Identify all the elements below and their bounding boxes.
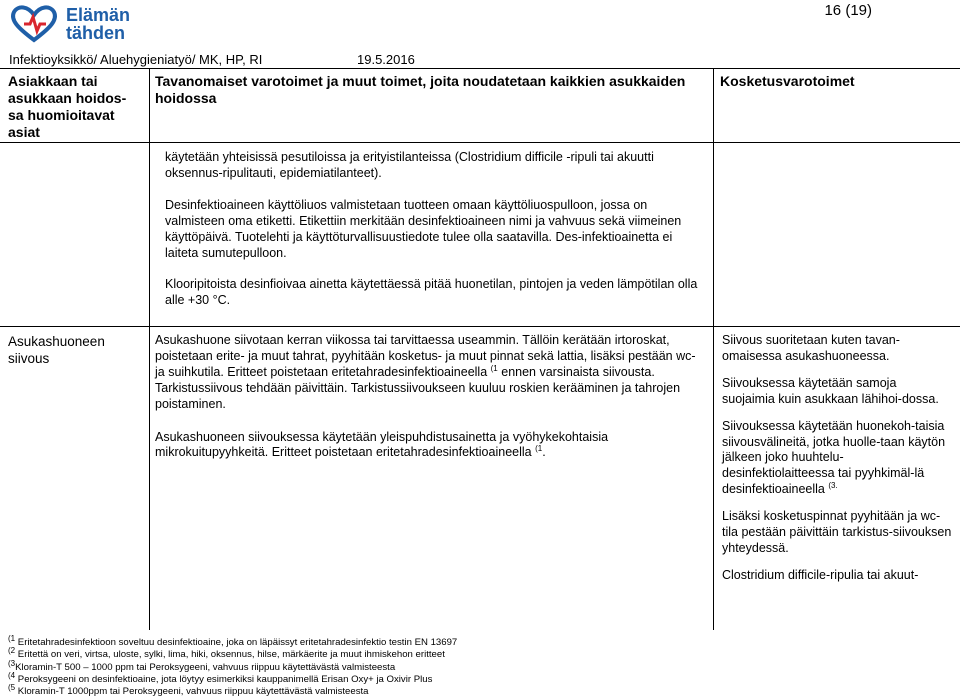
column-header-standard-precautions: Tavanomaiset varotoimet ja muut toimet, joita noudatetaan kaikkien asukkaiden hoidossa <box>155 73 686 106</box>
footnote-5-text: Kloramin-T 1000ppm tai Peroksygeeni, vahvuus riippuu käytettävästä valmisteesta <box>17 686 369 698</box>
contact-paragraph-5: Clostridium difficile-ripulia tai akuut- <box>722 567 919 582</box>
footnote-4 <box>8 670 728 686</box>
footnote-2 <box>8 646 728 661</box>
footnote-ref-1: (1 <box>490 363 498 373</box>
footnote-1-text: Eritetahradesinfektioon soveltuu desinfektioaine, joka on läpäissyt eritetahradesinfektio testin EN 13697 <box>17 637 458 648</box>
contact-paragraph-2: Siivouksessa käytetään samoja suojaimia kuin asukkaan lähihoi-dossa. <box>722 375 939 406</box>
footnote-3-mark: (3 <box>8 658 16 668</box>
row2-p2-text: Asukashuoneen siivouksessa käytetään yleispuhdistusainetta ja vyöhykekohtaisia mikrokuitupyyhkeitä. Eritteet poistetaan eritetahradesinfektioaineella <box>155 429 609 460</box>
row2-standard-content <box>155 333 707 461</box>
header-bottom-border <box>0 142 960 143</box>
footnote-2-text: Eritettä on veri, virtsa, uloste, sylki, lima, hiki, oksennus, hilse, märkäerite ja muut ihmiskehon eritteet <box>17 649 445 661</box>
row1-paragraph-1: käytetään yhteisissä pesutiloissa ja erityistilanteissa (Clostridium difficile -ripuli tai akuutti oksennus-ripulitauti, epidemiatilanteet). <box>165 150 654 180</box>
row2-p1-text: Asukashuone siivotaan kerran viikossa tai tarvittaessa useammin. Tällöin kerätään irtoroskat, poistetaan erite- ja muut tahrat, pyyhitään kosketus- ja muut pinnat sekä lattia, lisäksi pestään wc- ja suihkutila. Eritteet poistetaan eritetahradesinfektioaineella <box>155 333 696 379</box>
row1-content <box>165 150 705 321</box>
footnote-5 <box>8 683 728 698</box>
footnote-3-text: Kloramin-T 500 – 1000 ppm tai Peroksygeeni, vahvuus riippuu käytettävästä valmisteesta <box>15 661 396 673</box>
contact-paragraph-1: Siivous suoritetaan kuten tavan-omaisessa asukashuoneessa. <box>722 333 900 363</box>
contact-paragraph-3 <box>722 419 952 499</box>
row2-paragraph-2 <box>155 430 707 462</box>
row2-paragraph-1 <box>155 333 707 381</box>
subheader-unit: Infektioyksikkö/ Aluehygieniatyö/ MK, HP, RI <box>9 52 263 67</box>
logo <box>8 4 158 44</box>
contact-paragraph-4: Lisäksi kosketuspinnat pyyhitään ja wc-tila pestään päivittäin tarkistus-siivouksen yhteydessä. <box>722 509 952 555</box>
row2-p1-text-end: ennen varsinaista siivousta. <box>497 364 655 379</box>
page-number: 16 (19) <box>824 2 872 19</box>
footnote-4-text: Peroksygeeni on desinfektioaine, jota löytyy esimerkiksi kauppanimellä Erisan Oxy+ ja Oxivir Plus <box>17 673 433 685</box>
logo-text <box>66 6 130 42</box>
footnote-4-mark: (4 <box>8 670 16 680</box>
column-divider-1 <box>149 68 150 630</box>
row2-label: Asukashuoneen siivous <box>8 334 105 366</box>
column-header-considerations: Asiakkaan tai asukkaan hoidos-sa huomioitavat asiat <box>8 73 127 140</box>
footnote-3 <box>8 658 728 674</box>
row2-paragraph-1-check: Tarkistussiivous tehdään päivittäin. Tarkistussiivoukseen kuuluu roskien kerääminen ja tahrojen poistaminen. <box>155 380 681 411</box>
row2-p2-text-end: . <box>542 445 546 460</box>
subheader <box>9 52 415 67</box>
row1-paragraph-2: Desinfektioaineen käyttöliuos valmistetaan tuotteen omaan käyttöliuospulloon, jossa on valmisteen oma etiketti. Etikettiin merkitään desinfektioaineen nimi ja vahvuus sekä viimeinen käyttöpäivä. Tuotelehti ja käyttöturvallisuustiedote tulee olla saatavilla. Des-infektioainetta ei laiteta sumutepulloon. <box>165 197 682 260</box>
row2-contact-content <box>722 333 952 596</box>
logo-line1: Elämän <box>66 5 131 25</box>
footnote-2-mark: (2 <box>8 646 16 656</box>
heart-logo-icon <box>8 4 60 44</box>
footnote-1-mark: (1 <box>8 633 16 643</box>
footnote-5-mark: (5 <box>8 683 16 692</box>
row-divider <box>0 326 960 327</box>
table-top-border <box>0 68 960 69</box>
subheader-date: 19.5.2016 <box>357 52 415 67</box>
footnote-ref-1b: (1 <box>535 444 543 454</box>
footnote-1 <box>8 633 728 649</box>
footnotes <box>8 633 728 698</box>
contact-p3-text: Siivouksessa käytetään huonekoh-taisia siivousvälineitä, jotka huolle-taan käytön jälkeen joko huuhtelu-desinfektiolaitteessa tai pyyhkimäl-lä desinfektioaineella <box>722 418 946 497</box>
column-header-contact-precautions: Kosketusvarotoimet <box>720 73 855 89</box>
row1-paragraph-3: Klooripitoista desinfioivaa ainetta käytettäessä pitää huonetilan, pintojen ja veden lämpötilan olla alle +30 °C. <box>165 277 698 308</box>
footnote-ref-3: (3. <box>828 481 838 491</box>
logo-line2: tähden <box>66 23 126 43</box>
column-divider-2 <box>713 68 714 630</box>
